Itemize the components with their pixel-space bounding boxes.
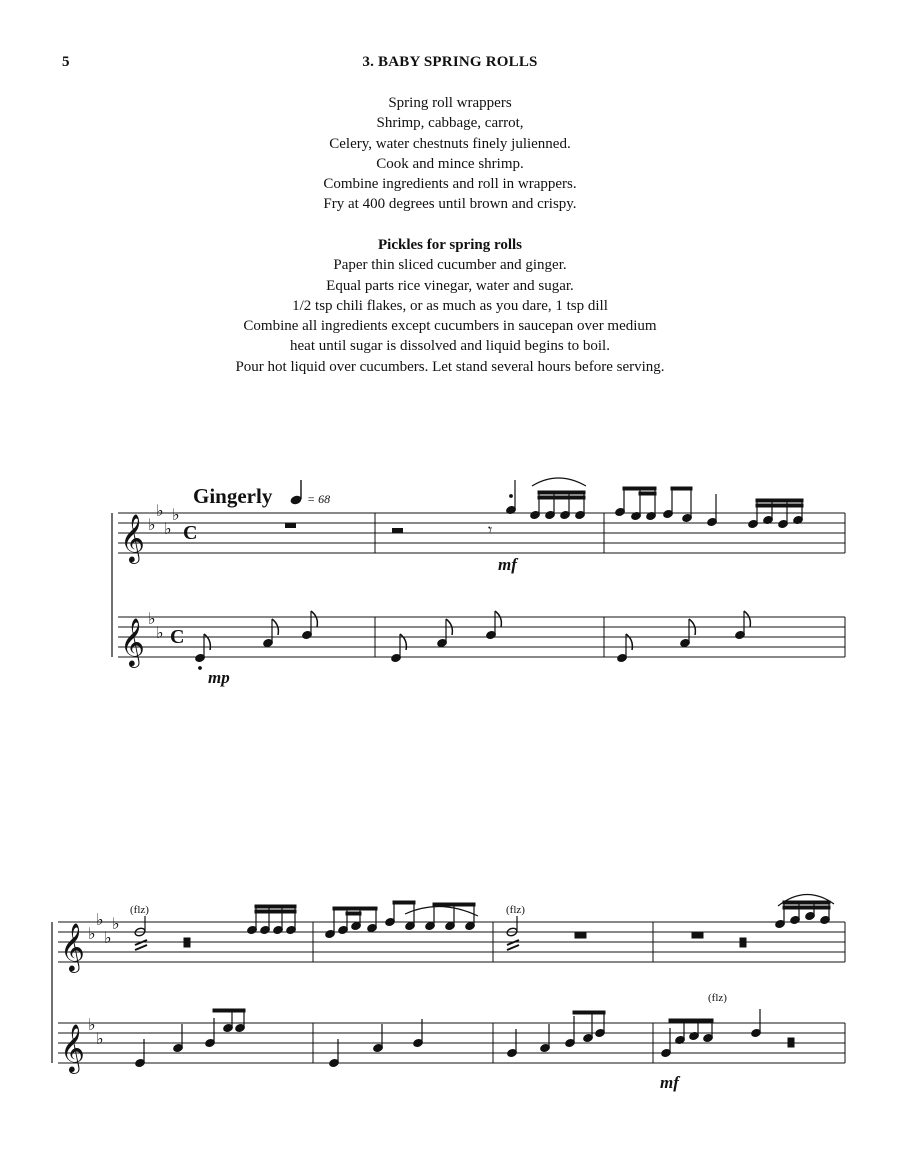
flz-marking: (flz) [130, 904, 149, 916]
svg-text:♭: ♭ [112, 914, 120, 933]
dynamic-mp: mp [208, 668, 230, 687]
recipe-line: Spring roll wrappers [388, 95, 512, 111]
svg-text:♭: ♭ [148, 609, 156, 628]
treble-clef-icon: 𝄞 [120, 513, 145, 562]
svg-text:♭: ♭ [88, 924, 96, 943]
staff-system-1 [112, 513, 845, 657]
treble-clef-icon: 𝄞 [60, 1023, 85, 1072]
time-signature: C [183, 522, 198, 544]
pickles-line: 1/2 tsp chili flakes, or as much as you dare, 1 tsp dill [292, 297, 608, 314]
treble-clef-icon: 𝄞 [120, 617, 145, 666]
whole-rest [285, 523, 296, 528]
pickles-line: Paper thin sliced cucumber and ginger. [333, 257, 567, 274]
recipe-line: Cook and mince shrimp. [376, 155, 524, 172]
lower-notes-system-2 [135, 1009, 794, 1068]
svg-text:♭: ♭ [164, 519, 172, 538]
time-signature: C [170, 626, 185, 648]
svg-text:♭: ♭ [156, 501, 164, 520]
treble-clef-icon: 𝄞 [60, 922, 85, 971]
metronome-value: = 68 [307, 492, 331, 506]
svg-text:♭: ♭ [148, 515, 156, 534]
key-signature-flats [88, 910, 120, 947]
dynamic-mf: mf [498, 555, 517, 574]
svg-text:♭: ♭ [96, 910, 104, 929]
page-number: 5 [62, 54, 70, 70]
tempo-marking: Gingerly [193, 484, 273, 508]
svg-text:𝄾: 𝄾 [488, 520, 493, 539]
pickles-heading: Pickles for spring rolls [377, 237, 523, 253]
recipe-line: Shrimp, cabbage, carrot, [376, 115, 524, 132]
key-signature-flats [148, 501, 180, 538]
recipe-line: Fry at 400 degrees until brown and crispy. [323, 196, 577, 213]
recipe-line: Combine ingredients and roll in wrappers. [323, 176, 577, 193]
pickles-line: Pour hot liquid over cucumbers. Let stand several hours before serving. [235, 358, 665, 375]
half-rest [392, 528, 403, 533]
recipe-line: Celery, water chestnuts finely julienned. [329, 135, 571, 152]
page-title: 3. BABY SPRING ROLLS [362, 54, 538, 70]
svg-text:♭: ♭ [96, 1029, 104, 1048]
svg-text:♭: ♭ [104, 928, 112, 947]
svg-text:♭: ♭ [156, 623, 164, 642]
lower-notes-system-1 [195, 611, 751, 669]
dynamic-mf: mf [660, 1073, 679, 1092]
upper-notes-m3 [615, 487, 804, 529]
svg-text:♭: ♭ [88, 1015, 96, 1034]
svg-text:♭: ♭ [172, 505, 180, 524]
flz-marking: (flz) [708, 992, 727, 1004]
pickles-line: Combine all ingredients except cucumbers in saucepan over medium [243, 318, 657, 335]
pickles-line: Equal parts rice vinegar, water and sugar. [326, 277, 574, 294]
pickles-line: heat until sugar is dissolved and liquid begins to boil. [290, 338, 610, 355]
flz-marking: (flz) [506, 904, 525, 916]
